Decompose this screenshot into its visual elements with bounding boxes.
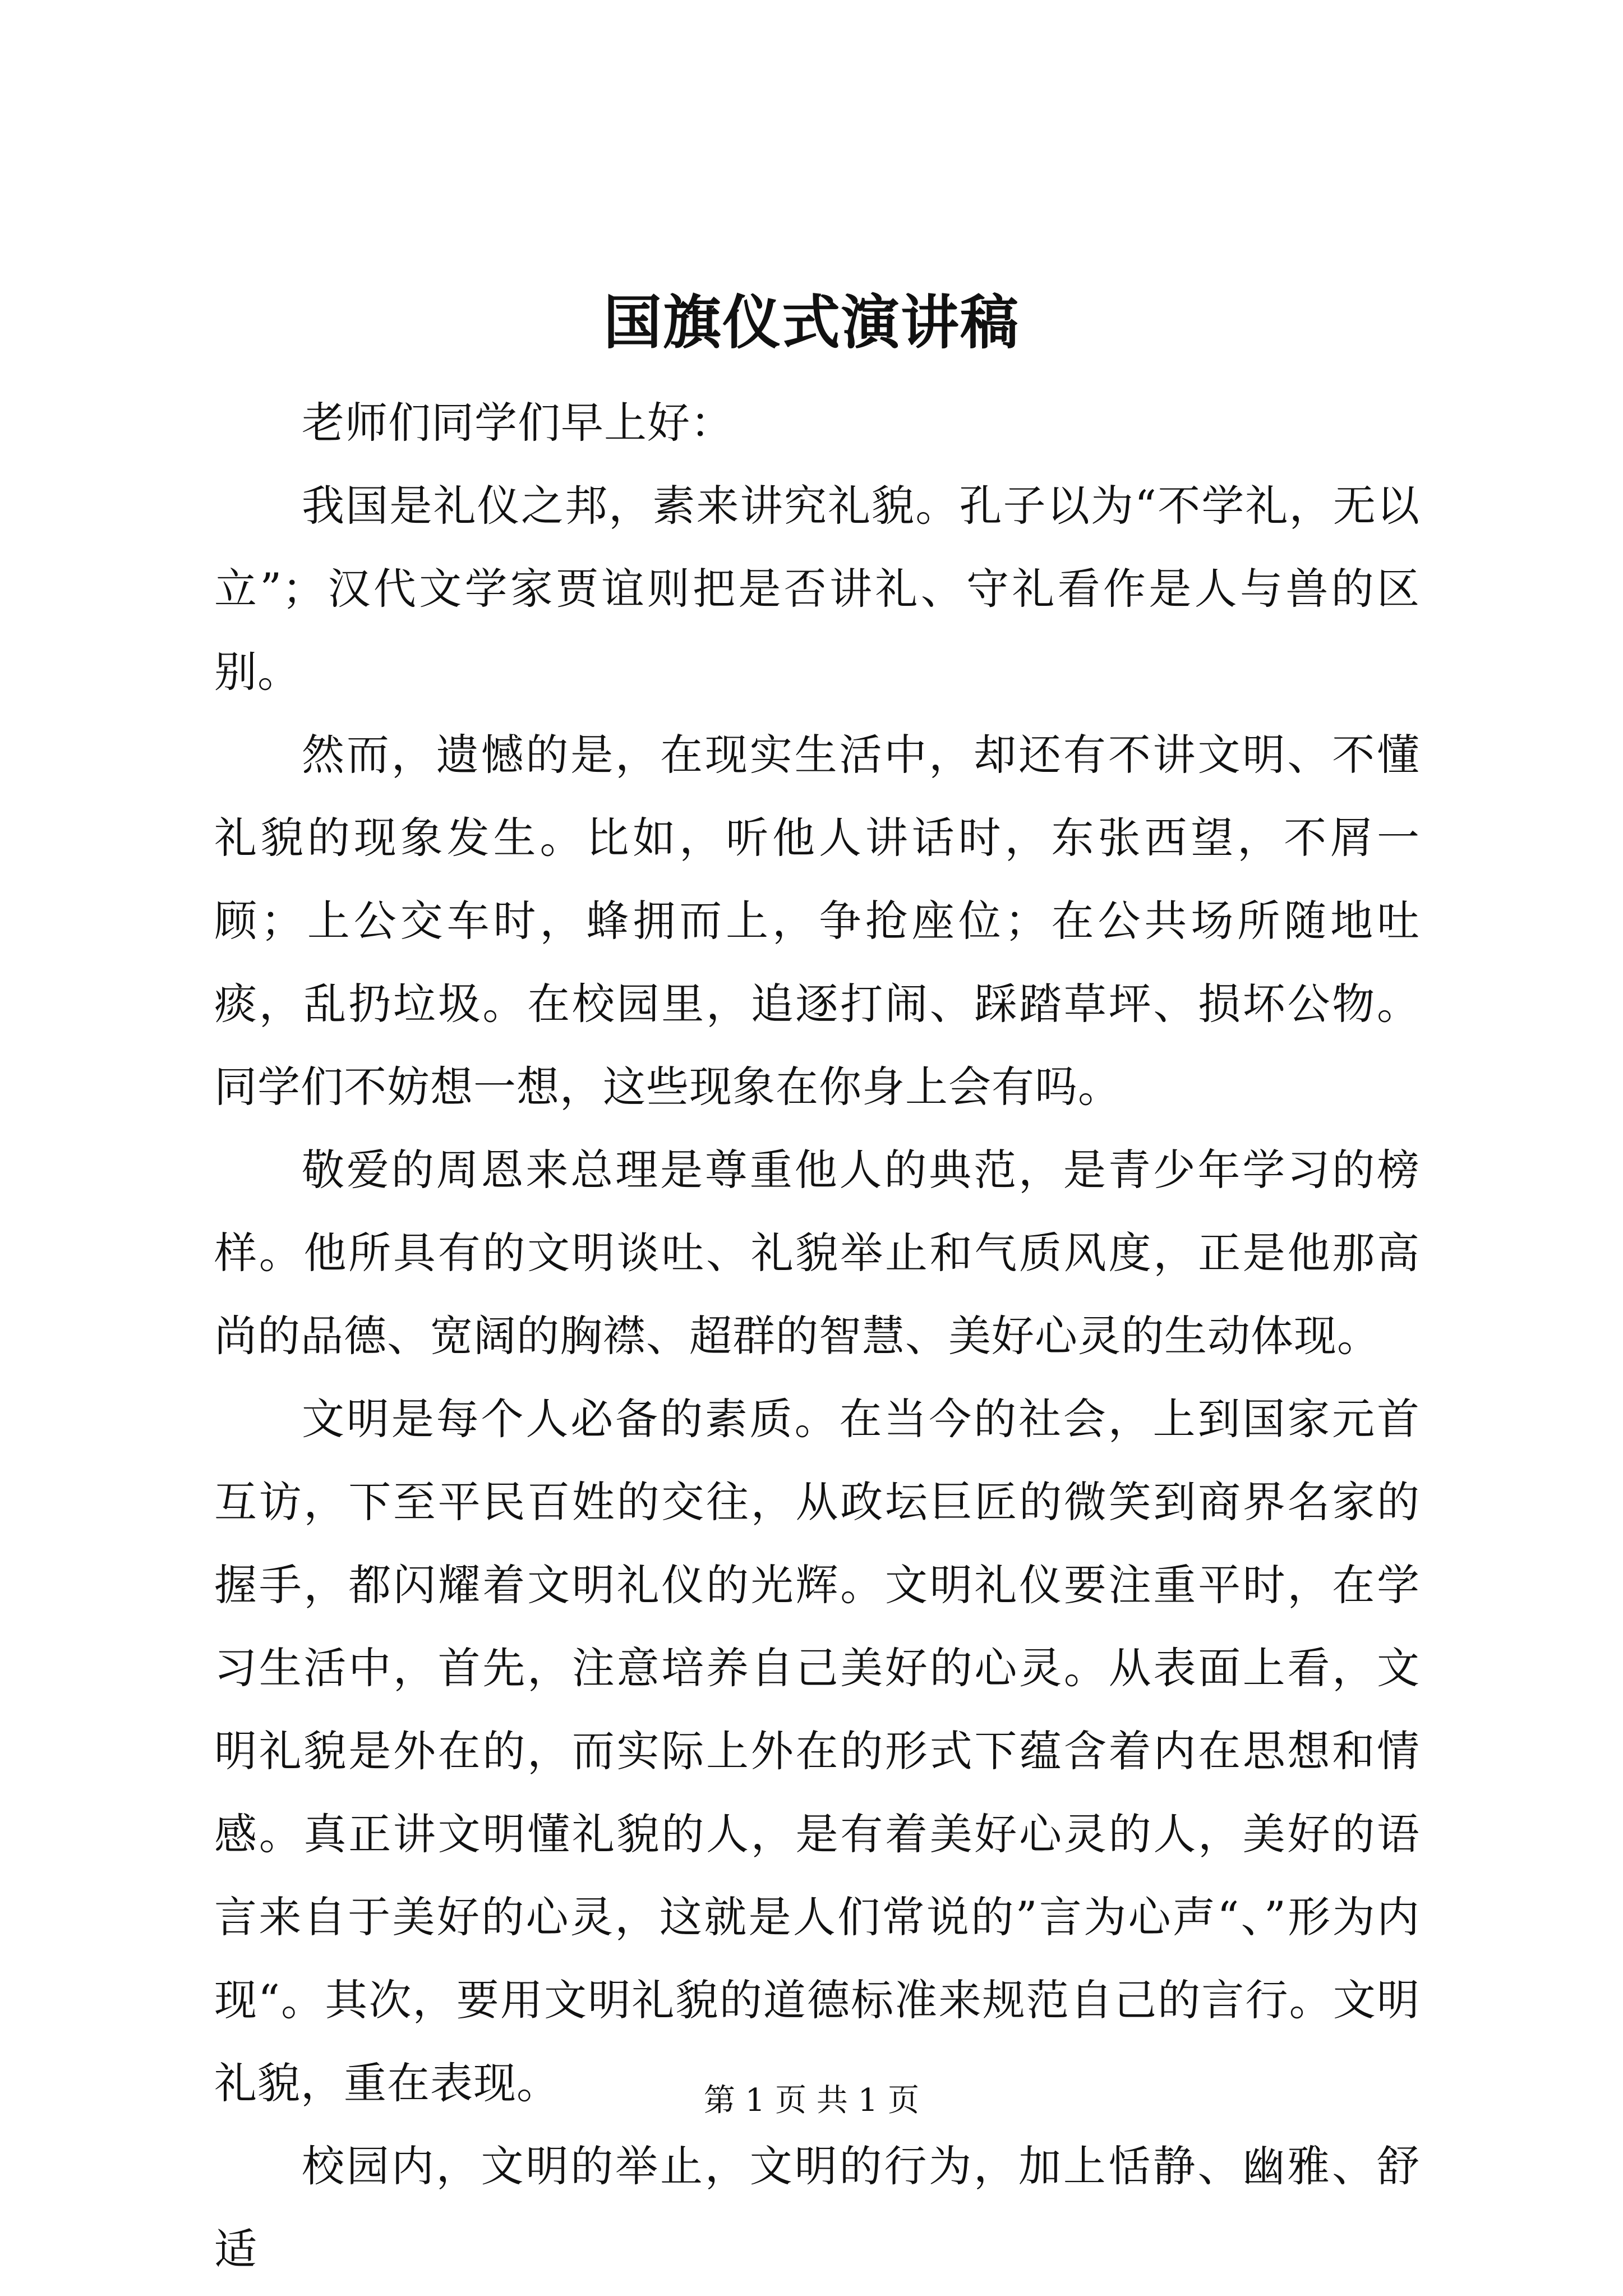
paragraph: 然而，遗憾的是，在现实生活中，却还有不讲文明、不懂礼貌的现象发生。比如，听他人讲话时，东张西望，不屑一顾；上公交车时，蜂拥而上，争抢座位；在公共场所随地吐痰，乱扔垃圾。在校园里，追逐打闹、踩踏草坪、损坏公物。同学们不妨想一想，这些现象在你身上会有吗。	[214, 730, 1420, 1112]
document-body	[214, 381, 1420, 2291]
paragraph: 文明是每个人必备的素质。在当今的社会，上到国家元首互访，下至平民百姓的交往，从政坛巨匠的微笑到商界名家的握手，都闪耀着文明礼仪的光辉。文明礼仪要注重平时，在学习生活中，首先，注意培养自己美好的心灵。从表面上看，文明礼貌是外在的，而实际上外在的形式下蕴含着内在思想和情感。真正讲文明懂礼貌的人，是有着美好心灵的人，美好的语言来自于美好的心灵，这就是人们常说的”言为心声“、”形为内现“。其次，要用文明礼貌的道德标准来规范自己的言行。文明礼貌，重在表现。	[214, 1394, 1420, 2108]
paragraph: 我国是礼仪之邦，素来讲究礼貌。孔子以为“不学礼，无以立”；汉代文学家贾谊则把是否讲礼、守礼看作是人与兽的区别。	[214, 481, 1420, 697]
paragraph-greeting: 老师们同学们早上好：	[302, 398, 734, 448]
document-title: 国旗仪式演讲稿	[603, 288, 1020, 357]
paragraph: 敬爱的周恩来总理是尊重他人的典范，是青少年学习的榜样。他所具有的文明谈吐、礼貌举止和气质风度，正是他那高尚的品德、宽阔的胸襟、超群的智慧、美好心灵的生动体现。	[214, 1145, 1420, 1361]
paragraph: 校园内，文明的举止，文明的行为，加上恬静、幽雅、舒适	[214, 2141, 1420, 2274]
page-number-footer: 第 1 页 共 1 页	[703, 2082, 920, 2119]
